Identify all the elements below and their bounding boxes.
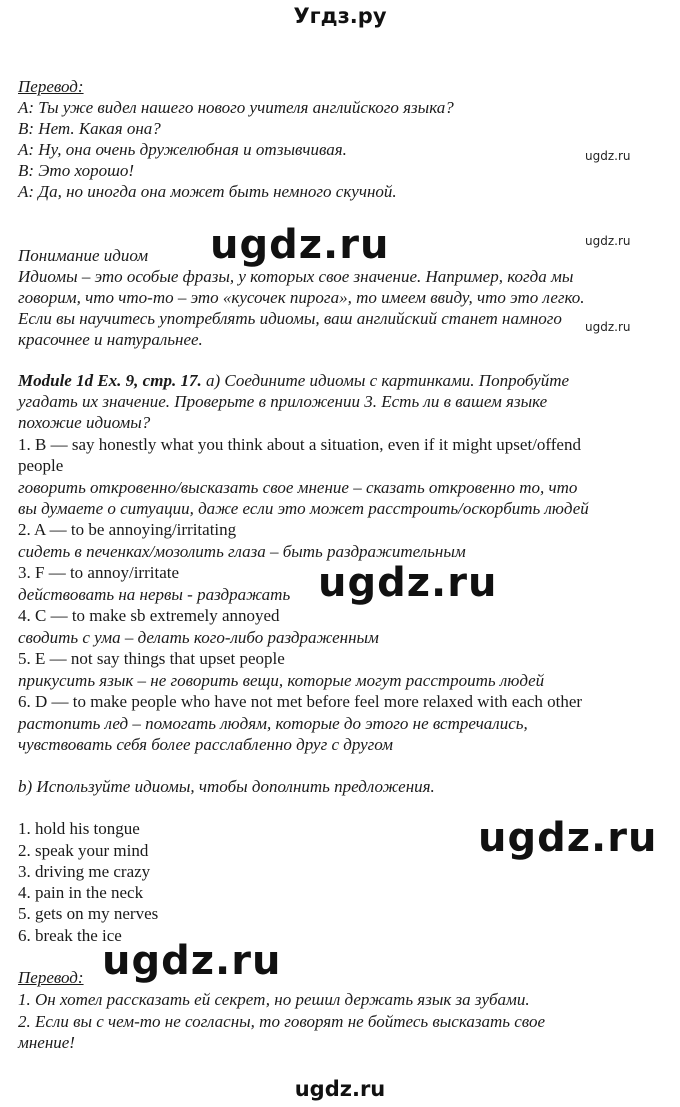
translation-heading: Перевод: [18, 77, 84, 96]
idioms-text-line: красочнее и натуральнее. [18, 330, 203, 349]
answer-en: 3. F — to annoy/irritate [18, 563, 180, 582]
answer-en: 5. E — not say things that upset people [18, 649, 285, 668]
answer-ru: сидеть в печенках/мозолить глаза – быть раздражительным [18, 542, 466, 561]
exercise-task-a [18, 370, 569, 391]
task-b: b) Используйте идиомы, чтобы дополнить предложения. [18, 777, 435, 796]
b-answer: 4. pain in the neck [18, 883, 144, 902]
exercise-ref: Module 1d Ex. 9, стр. 17. [18, 371, 202, 390]
answer-en: 2. A — to be annoying/irritating [18, 520, 237, 539]
watermark-small: ugdz.ru [585, 234, 631, 248]
dialogue-line: A: Да, но иногда она может быть немного скучной. [18, 182, 397, 201]
watermark-big: ugdz.ru [318, 560, 498, 606]
dialogue-line: A: Ты уже видел нашего нового учителя английского языка? [18, 98, 454, 117]
b-answer: 2. speak your mind [18, 841, 149, 860]
b-answer: 5. gets on my nerves [18, 904, 159, 923]
watermark-big: ugdz.ru [478, 815, 658, 861]
dialogue-line: A: Ну, она очень дружелюбная и отзывчивая. [18, 140, 347, 159]
answer-ru: чувствовать себя более расслабленно друг с другом [18, 735, 394, 754]
b-answer: 1. hold his tongue [18, 819, 140, 838]
dialogue-line: B: Нет. Какая она? [18, 119, 161, 138]
dialogue-line: B: Это хорошо! [18, 161, 135, 180]
task-a-line: угадать их значение. Проверьте в приложении 3. Есть ли в вашем языке [18, 392, 548, 411]
answer-en: people [18, 456, 64, 475]
idioms-heading: Понимание идиом [18, 246, 149, 265]
answer-en: 1. B — say honestly what you think about a situation, even if it might upset/offend [18, 435, 581, 454]
watermark-small: ugdz.ru [585, 320, 631, 334]
footer-watermark: ugdz.ru [294, 1077, 386, 1101]
translation-line: 1. Он хотел рассказать ей секрет, но решил держать язык за зубами. [18, 990, 530, 1009]
answer-en: 6. D — to make people who have not met before feel more relaxed with each other [18, 692, 583, 711]
idioms-text-line: Идиомы – это особые фразы, у которых свое значение. Например, когда мы [18, 267, 574, 286]
idioms-text-line: говорим, что что-то – это «кусочек пирога», то имеем ввиду, что это легко. [18, 288, 585, 307]
answer-ru: прикусить язык – не говорить вещи, которые могут расстроить людей [18, 671, 545, 690]
translation-line: 2. Если вы с чем-то не согласны, то говорят не бойтесь высказать свое [18, 1012, 545, 1031]
task-a-line: похожие идиомы? [18, 413, 151, 432]
answer-ru: действовать на нервы - раздражать [18, 585, 291, 604]
answer-ru: растопить лед – помогать людям, которые до этого не встречались, [18, 714, 528, 733]
translation-heading-2: Перевод: [18, 968, 84, 987]
answer-ru: вы думаете о ситуации, даже если это может расстроить/оскорбить людей [18, 499, 589, 518]
translation-line: мнение! [18, 1033, 75, 1052]
task-a-text: а) Соедините идиомы с картинками. Попробуйте [201, 371, 570, 390]
answer-en: 4. C — to make sb extremely annoyed [18, 606, 280, 625]
site-title: Угдз.ру [293, 4, 387, 28]
b-answer: 6. break the ice [18, 926, 122, 945]
answer-ru: говорить откровенно/высказать свое мнение – сказать откровенно то, что [18, 478, 578, 497]
answer-ru: сводить с ума – делать кого-либо раздраженным [18, 628, 379, 647]
watermark-big: ugdz.ru [102, 938, 282, 984]
b-answer: 3. driving me crazy [18, 862, 151, 881]
watermark-small: ugdz.ru [585, 149, 631, 163]
watermark-big: ugdz.ru [210, 222, 390, 268]
idioms-text-line: Если вы научитесь употреблять идиомы, ваш английский станет намного [18, 309, 562, 328]
